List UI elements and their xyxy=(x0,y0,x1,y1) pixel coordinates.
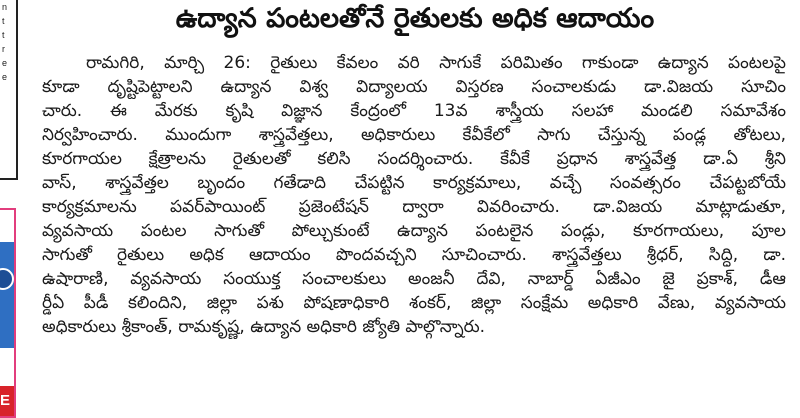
article-line: సాగుతో రైతులు అధిక ఆదాయం పొందవచ్చని సూచించారు. శాస్త్రవేత్తలు శ్రీధర్, సిద్ధి, డా. xyxy=(42,245,786,265)
snippet-line: e xyxy=(2,72,8,82)
snippet-line: t xyxy=(2,30,5,40)
article-line: చారు. ఈ మేరకు కృషి విజ్ఞాన కేంద్రంలో 13వ శాస్త్రీయ సలహా మండలి సమావేశం xyxy=(42,101,786,121)
article-line: రామగిరి, మార్చి 26: రైతులు కేవలం వరి సాగుకే పరిమితం గాకుండా ఉద్యాన పంటలపై xyxy=(86,53,786,73)
article-line: కార్యక్రమాలను పవర్‌పాయింట్ ప్రజెంటేషన్ ద్వారా వివరించారు. డా.విజయ మాట్లాడుతూ, xyxy=(42,197,786,217)
adjacent-column-fragment xyxy=(0,0,24,418)
article-line: అధికారులు శ్రీకాంత్, రామకృష్ణ, ఉద్యాన అధికారి జ్యోతి పాల్గొన్నారు. xyxy=(42,317,486,337)
article-headline: ఉద్యాన పంటలతోనే రైతులకు అధిక ఆదాయం xyxy=(175,3,655,34)
snippet-line: t xyxy=(2,16,5,26)
article-line: వ్యవసాయ పంటల సాగుతో పోల్చుకుంటే ఉద్యాన పంటలైన పండ్లు, కూరగాయలు, పూల xyxy=(42,221,786,241)
article-line: వాస్, శాస్త్రవేత్తల బృందం గతేడాది చేపట్టిన కార్యక్రమాలు, వచ్చే సంవత్సరం చేపట్టబోయే xyxy=(42,173,786,193)
ad-blue-panel xyxy=(0,242,14,348)
article-line: కూరగాయల క్షేత్రాలను రైతులతో కలిసి సందర్శించారు. కేవీకే ప్రధాన శాస్త్రవేత్త డా.ఏ శ్రీని xyxy=(42,149,786,169)
news-article xyxy=(30,0,800,418)
emblem-icon xyxy=(0,268,14,290)
article-line: ఉషారాణి, వ్యవసాయ సంయుక్త సంచాలకులు అంజనీ దేవి, నాబార్డ్ ఏజీఎం జై ప్రకాశ్, డీఆ xyxy=(42,269,786,289)
advertisement-fragment xyxy=(0,208,16,418)
adjacent-article-snippet xyxy=(0,0,18,180)
article-body xyxy=(42,51,786,339)
ad-red-label: E xyxy=(0,386,14,416)
article-line: కూడా దృష్టిపెట్టాలని ఉద్యాన విశ్వ విద్యాలయ విస్తరణ సంచాలకుడు డా.విజయ సూచిం xyxy=(42,77,786,97)
snippet-line: r xyxy=(2,44,5,54)
article-line: నిర్వహించారు. ముందుగా శాస్త్రవేత్తలు, అధికారులు కేవీకేలో సాగు చేస్తున్న పండ్ల తోటలు, xyxy=(42,125,786,145)
snippet-line: e xyxy=(2,58,8,68)
article-line: ర్డీఏ పీడీ కలిందిని, జిల్లా పశు పోషణాధికారి శంకర్, జిల్లా సంక్షేమ అధికారి వేణు, వ్యవసాయ xyxy=(42,293,786,313)
snippet-line: n xyxy=(2,2,8,12)
